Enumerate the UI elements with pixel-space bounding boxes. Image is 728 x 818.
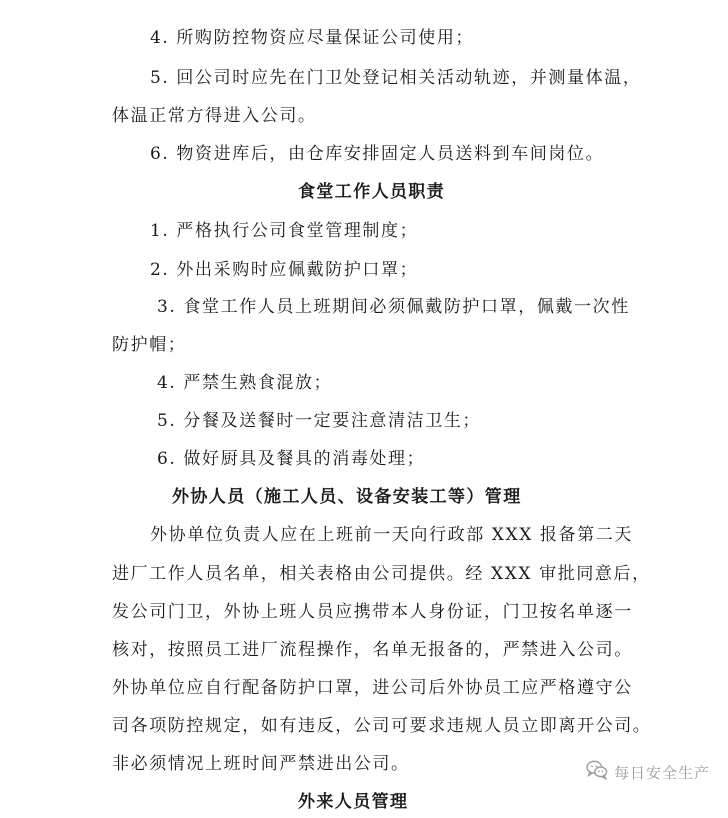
paragraph-line: 外协单位负责人应在上班前一天向行政部 XXX 报备第二天 — [150, 525, 633, 545]
paragraph-line: 5. 分餐及送餐时一定要注意清洁卫生； — [157, 411, 482, 431]
paragraph-line: 核对，按照员工进厂流程操作，名单无报备的，严禁进入公司。 — [112, 640, 633, 660]
paragraph-line: 外协单位应自行配备防护口罩，进公司后外协员工应严格遵守公 — [112, 678, 633, 698]
paragraph-line: 1. 严格执行公司食堂管理制度； — [150, 221, 419, 241]
paragraph-line: 司各项防控规定，如有违反，公司可要求违规人员立即离开公司。 — [112, 716, 652, 736]
paragraph-line: 非必须情况上班时间严禁进出公司。 — [112, 754, 410, 774]
watermark — [586, 760, 710, 784]
paragraph-line: 防护帽； — [112, 335, 187, 355]
paragraph-line: 5. 回公司时应先在门卫处登记相关活动轨迹，并测量体温， — [150, 68, 642, 88]
wechat-icon — [586, 760, 608, 784]
section-heading-visitors: 外来人员管理 — [298, 792, 409, 812]
paragraph-line: 4. 严禁生熟食混放； — [157, 373, 333, 393]
paragraph-line: 进厂工作人员名单，相关表格由公司提供。经 XXX 审批同意后， — [112, 564, 651, 584]
paragraph-line: 6. 物资进库后，由仓库安排固定人员送料到车间岗位。 — [150, 144, 605, 164]
paragraph-line: 2. 外出采购时应佩戴防护口罩； — [150, 260, 419, 280]
paragraph-line: 3. 食堂工作人员上班期间必须佩戴防护口罩，佩戴一次性 — [157, 297, 630, 317]
paragraph-line: 发公司门卫，外协上班人员应携带本人身份证，门卫按名单逐一 — [112, 602, 633, 622]
section-heading-contractors: 外协人员（施工人员、设备安装工等）管理 — [172, 487, 522, 507]
paragraph-line: 4. 所购防控物资应尽量保证公司使用； — [150, 28, 475, 48]
paragraph-line: 体温正常方得进入公司。 — [112, 106, 317, 126]
watermark-text: 每日安全生产 — [613, 763, 710, 782]
paragraph-line: 6. 做好厨具及餐具的消毒处理； — [157, 449, 426, 469]
section-heading-canteen: 食堂工作人员职责 — [298, 182, 446, 202]
